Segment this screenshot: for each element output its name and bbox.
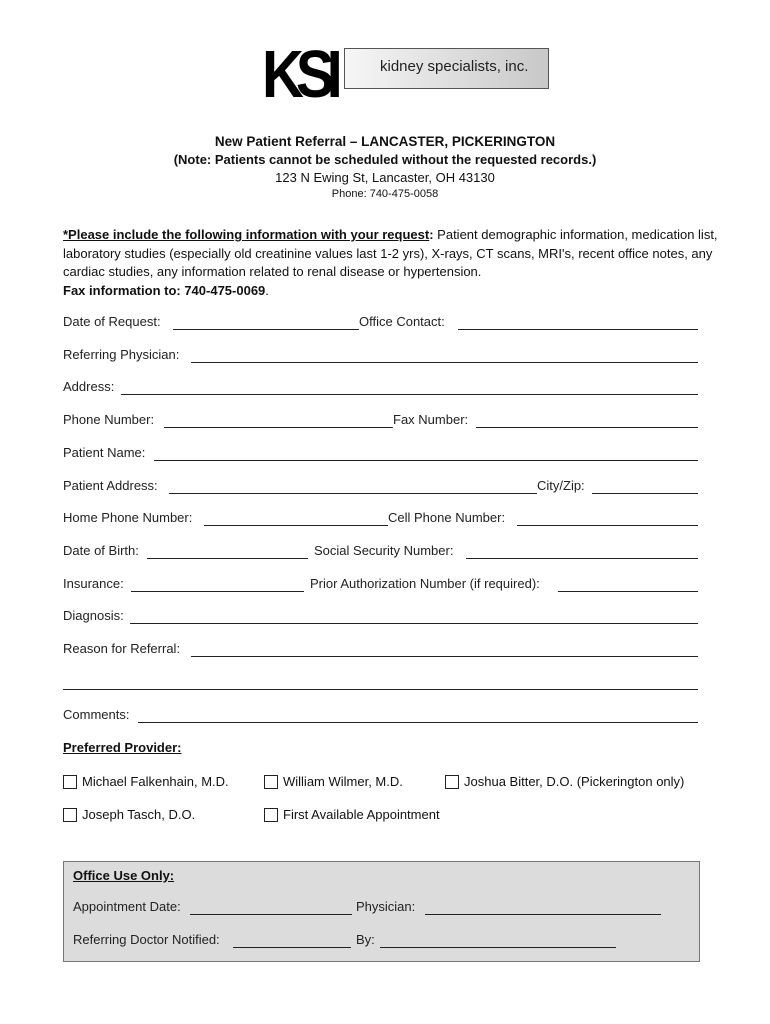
diagnosis-label: Diagnosis: <box>63 608 124 623</box>
row-patient-name <box>63 445 699 463</box>
patient-name-label: Patient Name: <box>63 445 146 460</box>
logo-letters: KSI <box>262 37 335 113</box>
row-dob-ssn <box>63 543 699 561</box>
date-of-request-field[interactable] <box>173 329 359 330</box>
office-use-heading: Office Use Only: <box>73 868 175 883</box>
appointment-date-label: Appointment Date: <box>73 899 181 914</box>
row-doctor-notified <box>73 932 673 950</box>
date-of-request-label: Date of Request: <box>63 314 161 329</box>
option-wilmer: William Wilmer, M.D. <box>283 774 403 789</box>
row-patient-address <box>63 478 699 496</box>
fax-number-field[interactable] <box>476 427 698 428</box>
row-address <box>63 379 699 397</box>
instructions-lead: *Please include the following information with your request <box>63 227 430 242</box>
home-phone-label: Home Phone Number: <box>63 510 193 525</box>
fax-number-label: Fax Number: <box>393 412 469 427</box>
home-phone-field[interactable] <box>204 525 388 526</box>
phone-number-label: Phone Number: <box>63 412 155 427</box>
row-reason-continued <box>63 674 699 692</box>
ssn-field[interactable] <box>466 558 698 559</box>
preferred-provider-heading: Preferred Provider: <box>63 740 182 755</box>
referring-doctor-notified-field[interactable] <box>233 947 351 948</box>
comments-field[interactable] <box>138 722 698 723</box>
instructions-paragraph <box>63 226 723 300</box>
clinic-address: 123 N Ewing St, Lancaster, OH 43130 <box>275 170 495 185</box>
option-bitter: Joshua Bitter, D.O. (Pickerington only) <box>464 774 685 789</box>
insurance-field[interactable] <box>131 591 304 592</box>
option-falkenhain: Michael Falkenhain, M.D. <box>82 774 229 789</box>
checkbox-bitter[interactable] <box>445 775 459 789</box>
checkbox-tasch[interactable] <box>63 808 77 822</box>
row-phone-fax <box>63 412 699 430</box>
cell-phone-field[interactable] <box>517 525 698 526</box>
office-contact-label: Office Contact: <box>359 314 445 329</box>
row-insurance <box>63 576 699 594</box>
patient-name-field[interactable] <box>154 460 698 461</box>
referring-physician-field[interactable] <box>191 362 698 363</box>
ssn-label: Social Security Number: <box>314 543 454 558</box>
instructions-colon: : <box>429 227 434 242</box>
clinic-phone: Phone: 740-475-0058 <box>331 188 439 200</box>
row-referring-physician <box>63 347 699 365</box>
diagnosis-field[interactable] <box>130 623 698 624</box>
patient-address-field[interactable] <box>169 493 537 494</box>
by-label: By: <box>356 932 375 947</box>
option-first-available: First Available Appointment <box>283 807 440 822</box>
patient-address-label: Patient Address: <box>63 478 158 493</box>
prior-auth-label: Prior Authorization Number (if required): <box>310 576 540 591</box>
checkbox-wilmer[interactable] <box>264 775 278 789</box>
insurance-label: Insurance: <box>63 576 124 591</box>
phone-number-field[interactable] <box>164 427 393 428</box>
office-contact-field[interactable] <box>458 329 698 330</box>
address-label: Address: <box>63 379 115 394</box>
date-of-birth-label: Date of Birth: <box>63 543 139 558</box>
row-comments <box>63 707 699 725</box>
option-tasch: Joseph Tasch, D.O. <box>82 807 196 822</box>
row-appointment <box>73 899 673 917</box>
form-note: (Note: Patients cannot be scheduled without the requested records.) <box>173 152 597 167</box>
address-field[interactable] <box>121 394 698 395</box>
physician-field[interactable] <box>425 914 661 915</box>
referring-physician-label: Referring Physician: <box>63 347 180 362</box>
reason-field[interactable] <box>191 656 698 657</box>
physician-label: Physician: <box>356 899 416 914</box>
checkbox-falkenhain[interactable] <box>63 775 77 789</box>
fax-period: . <box>265 282 269 298</box>
date-of-birth-field[interactable] <box>147 558 308 559</box>
referring-doctor-notified-label: Referring Doctor Notified: <box>73 932 220 947</box>
prior-auth-field[interactable] <box>558 591 698 592</box>
city-zip-label: City/Zip: <box>537 478 585 493</box>
row-diagnosis <box>63 608 699 626</box>
logo-tagline: kidney specialists, inc. <box>380 58 529 75</box>
checkbox-first-available[interactable] <box>264 808 278 822</box>
cell-phone-label: Cell Phone Number: <box>388 510 506 525</box>
reason-field-line-2[interactable] <box>63 689 698 690</box>
reason-label: Reason for Referral: <box>63 641 181 656</box>
comments-label: Comments: <box>63 707 130 722</box>
form-title: New Patient Referral – LANCASTER, PICKERINGTON <box>214 134 556 149</box>
row-date-office <box>63 314 699 332</box>
instructions-text: Patient demographic information, medication list, laboratory studies (especially old creatinine values last 1-2 yrs), X-rays, CT scans, MRI's, recent office notes, any cardiac studies, any information related to renal disease or hypertension. <box>63 227 718 279</box>
row-reason <box>63 641 699 659</box>
fax-info: Fax information to: 740-475-0069 <box>63 282 266 298</box>
appointment-date-field[interactable] <box>190 914 352 915</box>
city-zip-field[interactable] <box>592 493 698 494</box>
row-phones <box>63 510 699 528</box>
by-field[interactable] <box>380 947 616 948</box>
